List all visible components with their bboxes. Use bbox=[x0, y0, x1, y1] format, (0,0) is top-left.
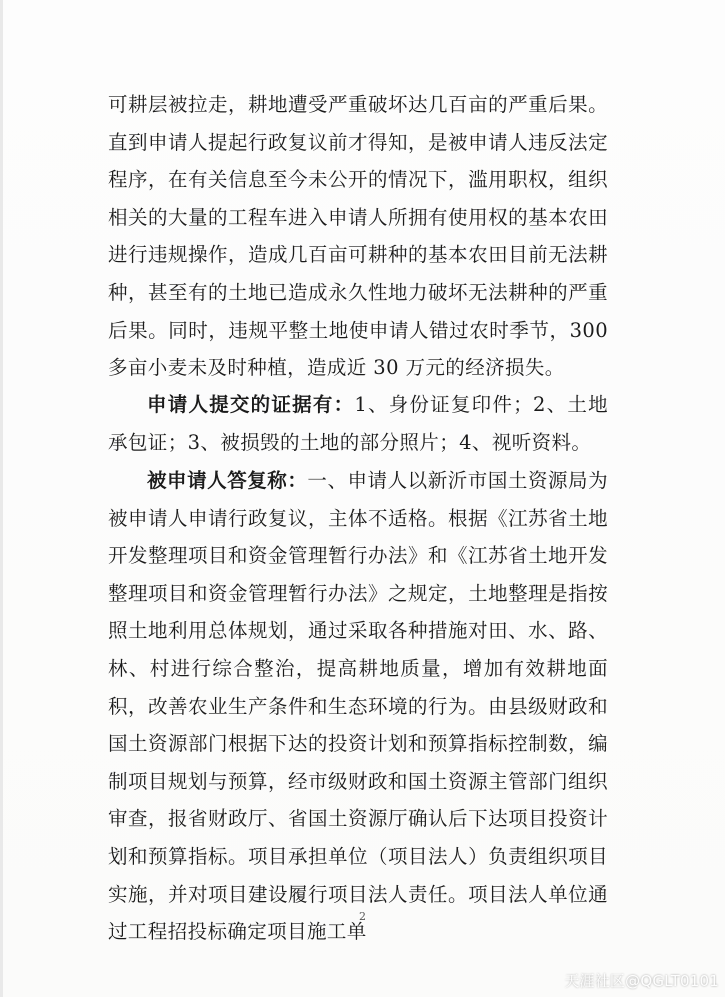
scan-edge bbox=[0, 0, 3, 997]
paragraph-2 bbox=[108, 386, 608, 461]
watermark: 天涯社区@QGLT0101 bbox=[564, 972, 719, 990]
paragraph-2-text bbox=[108, 386, 608, 461]
paragraph-3 bbox=[108, 462, 608, 951]
paragraph-1-text: 可耕层被拉走，耕地遭受严重破坏达几百亩的严重后果。直到申请人提起行政复议前才得知，是被申请人违反法定程序，在有关信息至今未公开的情况下，滥用职权，组织相关的大量的工程车进入申请人所拥有使用权的基本农田进行违规操作，造成几百亩可耕种的基本农田目前无法耕种，甚至有的土地已造成永久性地力破坏无法耕种的严重后果。同时，违规平整土地使申请人错过农时季节，300 多亩小麦未及时种植，造成近 30 万元的经济损失。 bbox=[108, 93, 608, 380]
paragraph-2-body: 1、身份证复印件；2、土地承包证；3、被损毁的土地的部分照片；4、视听资料。 bbox=[108, 393, 608, 454]
page-number: 2 bbox=[359, 910, 366, 923]
paragraph-1 bbox=[108, 86, 608, 387]
paragraph-3-heading: 被申请人答复称： bbox=[147, 469, 308, 492]
paragraph-3-text bbox=[108, 462, 608, 951]
paragraph-2-heading: 申请人提交的证据有： bbox=[147, 393, 355, 416]
paragraph-3-body: 一、申请人以新沂市国土资源局为被申请人申请行政复议，主体不适格。根据《江苏省土地开发整理项目和资金管理暂行办法》和《江苏省土地开发整理项目和资金管理暂行办法》之规定，土地整理是指按照土地利用总体规划，通过采取各种措施对田、水、路、林、村进行综合整治，提高耕地质量，增加有效耕地面积，改善农业生产条件和生态环境的行为。由县级财政和国土资源部门根据下达的投资计划和预算指标控制数，编制项目规划与预算，经市级财政和国土资源主管部门组织审查，报省财政厅、省国土资源厅确认后下达项目投资计划和预算指标。项目承担单位（项目法人）负责组织项目实施，并对项目建设履行项目法人责任。项目法人单位通过工程招投标确定项目施工单 bbox=[108, 469, 608, 944]
